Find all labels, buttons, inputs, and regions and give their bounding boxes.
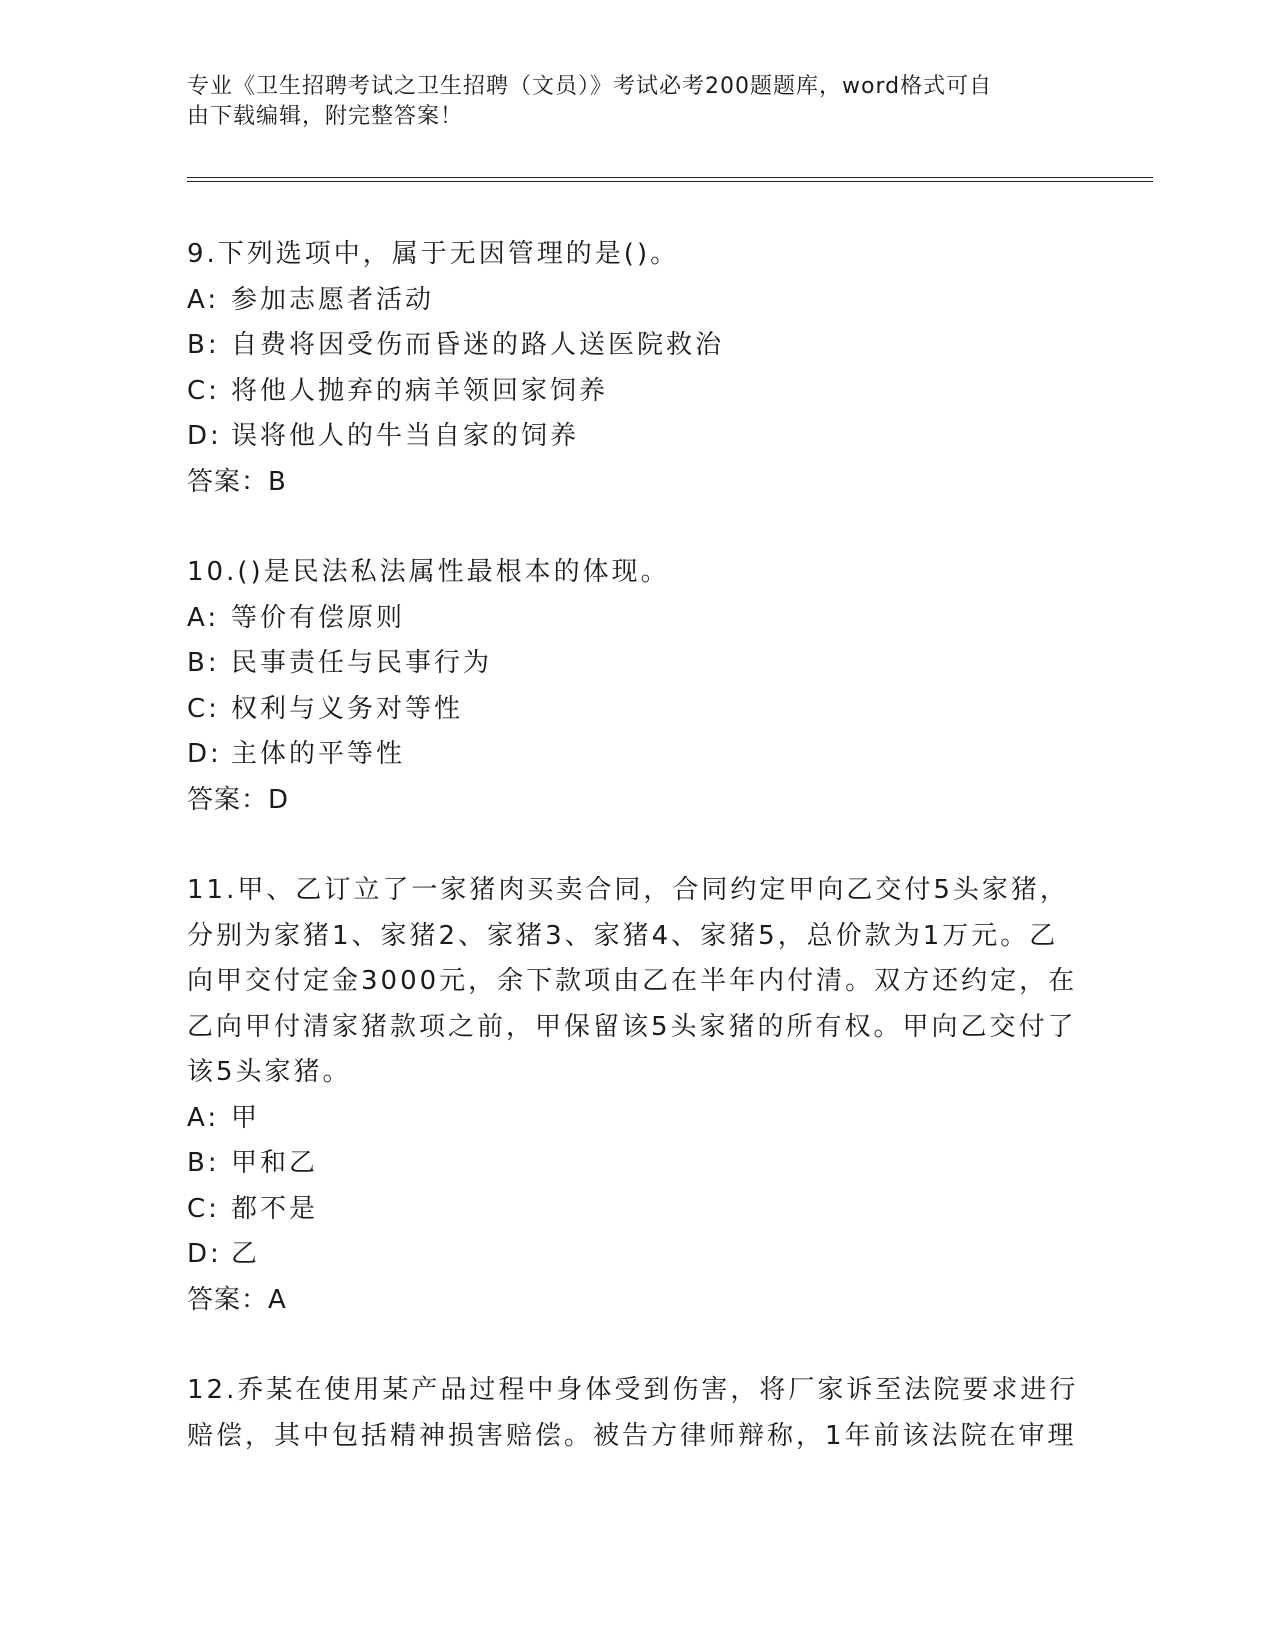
question-list (187, 232, 1087, 1504)
option-text: 主体的平等性 (231, 739, 406, 769)
question-stem: 12.乔某在使用某产品过程中身体受到伤害，将厂家诉至法院要求进行赔偿，其中包括精神损害赔偿。被告方律师辩称，1年前该法院在审理 (187, 1375, 1079, 1451)
option-text: 甲 (231, 1102, 261, 1133)
option-text: 乙 (231, 1239, 261, 1269)
option-a (187, 278, 1087, 324)
option-key: D: (187, 421, 222, 451)
question-10 (187, 550, 1087, 823)
option-b (187, 1141, 1087, 1187)
option-a (187, 596, 1087, 642)
option-text: 等价有偿原则 (231, 602, 406, 633)
option-text: 参加志愿者活动 (231, 284, 435, 315)
header-divider-top (187, 177, 1153, 178)
option-key: B: (187, 330, 220, 360)
question-stem: 9.下列选项中，属于无因管理的是()。 (187, 239, 680, 269)
header-line-2: 由下载编辑，附完整答案！ (187, 104, 464, 129)
option-text: 误将他人的牛当自家的饲养 (231, 421, 580, 451)
option-key: A: (187, 284, 220, 315)
option-c (187, 687, 1087, 733)
answer-line: 答案：D (187, 784, 290, 815)
option-text: 都不是 (231, 1193, 319, 1224)
question-stem: 11.甲、乙订立了一家猪肉买卖合同，合同约定甲向乙交付5头家猪，分别为家猪1、家猪2、家猪3、家猪4、家猪5，总价款为1万元。乙向甲交付定金3000元，余下款项由乙在半年内付清。双方还约定，在乙向甲付清家猪款项之前，甲保留该5头家猪的所有权。甲向乙交付了该5头家猪。 (187, 875, 1078, 1087)
header-divider-bottom (187, 181, 1153, 182)
option-b (187, 641, 1087, 687)
answer-line: 答案：B (187, 466, 287, 497)
option-b (187, 323, 1087, 369)
option-c (187, 1187, 1087, 1233)
option-d (187, 732, 1087, 778)
question-9 (187, 232, 1087, 505)
option-key: A: (187, 602, 220, 633)
option-key: A: (187, 1102, 220, 1133)
option-d (187, 1232, 1087, 1278)
option-key: D: (187, 1239, 222, 1269)
option-c (187, 369, 1087, 415)
question-12 (187, 1368, 1087, 1459)
option-key: C: (187, 693, 220, 724)
option-d (187, 414, 1087, 460)
option-key: D: (187, 739, 222, 769)
answer-line: 答案：A (187, 1284, 287, 1315)
option-text: 权利与义务对等性 (231, 693, 464, 724)
option-a (187, 1096, 1087, 1142)
option-key: B: (187, 648, 220, 678)
option-text: 将他人抛弃的病羊领回家饲养 (231, 375, 609, 406)
option-text: 自费将因受伤而昏迷的路人送医院救治 (231, 330, 725, 360)
option-key: C: (187, 375, 220, 406)
option-text: 甲和乙 (231, 1148, 319, 1178)
option-key: C: (187, 1193, 220, 1224)
option-key: B: (187, 1148, 220, 1178)
document-header (187, 72, 1077, 132)
question-stem: 10.()是民法私法属性最根本的体现。 (187, 557, 670, 587)
header-line-1: 专业《卫生招聘考试之卫生招聘（文员）》考试必考200题题库，word格式可自 (187, 74, 993, 99)
option-text: 民事责任与民事行为 (231, 648, 493, 678)
question-11 (187, 868, 1087, 1323)
